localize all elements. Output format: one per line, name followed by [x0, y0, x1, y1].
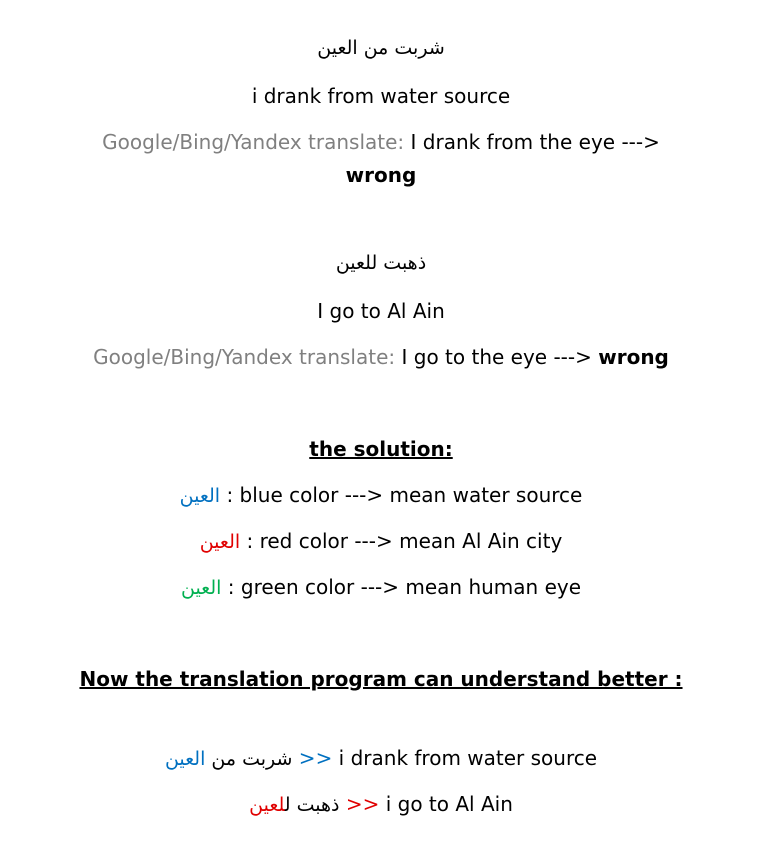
example2-translator-label: Google/Bing/Yandex translate:	[93, 345, 396, 369]
result1-arrow: >>	[292, 746, 333, 770]
result1-arabic	[165, 748, 293, 770]
result2-arrow: >>	[339, 792, 380, 816]
solution-heading: the solution:	[309, 437, 453, 461]
example1-translator-line	[0, 129, 762, 155]
solution-word-green: العين	[180, 577, 222, 599]
solution-item-blue	[0, 482, 762, 509]
example2-translator-line	[0, 344, 762, 370]
conclusion-heading: Now the translation program can understand better :	[79, 667, 683, 691]
result2-prefix: ذهبت ل	[284, 794, 340, 816]
example2-english: I go to Al Ain	[317, 299, 445, 323]
result1-prefix: شربت من	[205, 748, 293, 770]
result1-word: العين	[164, 748, 206, 770]
result2-arabic	[249, 794, 339, 816]
solution-text-green: : green color ---> mean human eye	[221, 575, 582, 599]
solution-text-blue: : blue color ---> mean water source	[220, 483, 583, 507]
solution-word-red: العين	[199, 531, 241, 553]
example2-verdict: wrong	[598, 345, 669, 369]
example1-english: i drank from water source	[251, 84, 511, 108]
solution-item-green	[0, 574, 762, 601]
example2-arabic: ذهبت للعين	[335, 252, 427, 274]
example2-translator-output: I go to the eye --->	[395, 345, 599, 369]
example1-arabic: شربت من العين	[317, 37, 445, 59]
result-water-source	[0, 745, 762, 772]
solution-word-blue: العين	[179, 485, 221, 507]
example1-translator-label: Google/Bing/Yandex translate:	[102, 130, 405, 154]
result1-text: i drank from water source	[332, 746, 598, 770]
result-al-ain	[0, 791, 762, 818]
example1-translator-output: I drank from the eye --->	[404, 130, 660, 154]
solution-item-red	[0, 528, 762, 555]
result2-word: لعين	[249, 794, 285, 816]
result2-text: i go to Al Ain	[379, 792, 513, 816]
example1-verdict: wrong	[345, 163, 417, 187]
solution-text-red: : red color ---> mean Al Ain city	[240, 529, 563, 553]
